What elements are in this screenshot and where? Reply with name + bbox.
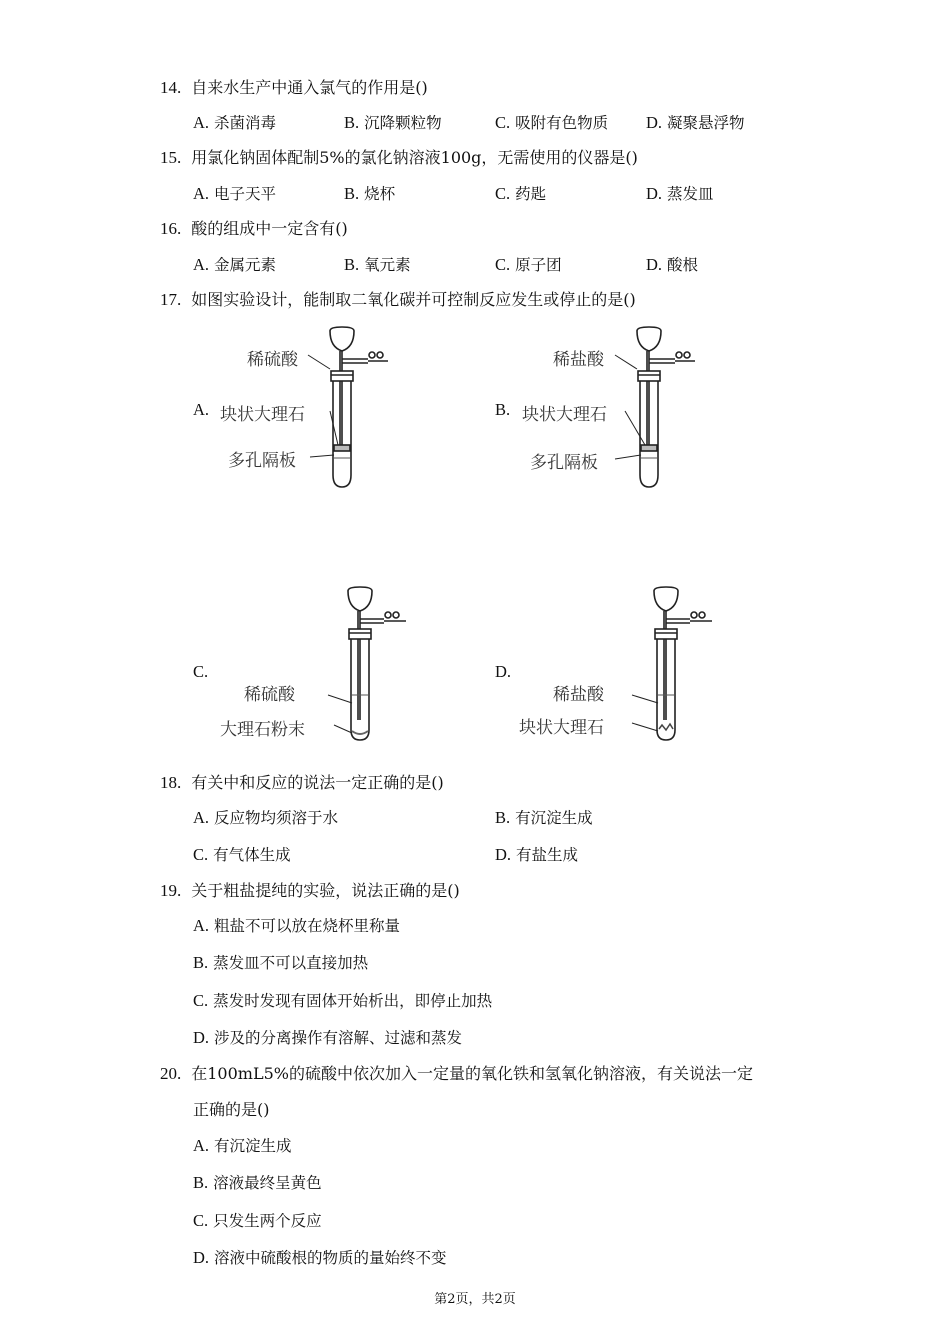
label-porous-plate: 多孔隔板 bbox=[228, 451, 296, 471]
q16-option-c: C. 原子团 bbox=[495, 255, 562, 274]
question-text: 用氯化钠固体配制5%的氯化钠溶液100g，无需使用的仪器是() bbox=[191, 148, 638, 167]
question-16 bbox=[160, 219, 348, 239]
q19-option-d: D. 涉及的分离操作有溶解、过滤和蒸发 bbox=[193, 1028, 463, 1047]
q17-option-d-letter: D. bbox=[495, 662, 512, 681]
q16-option-b: B. 氧元素 bbox=[344, 255, 411, 274]
q15-option-c: C. 药匙 bbox=[495, 184, 547, 203]
label-dilute-acid: 稀硫酸 bbox=[247, 350, 298, 370]
q14-option-b: B. 沉降颗粒物 bbox=[344, 113, 442, 132]
q17-option-c-letter: C. bbox=[193, 662, 209, 681]
question-number: 20. bbox=[160, 1064, 182, 1083]
q18-option-d: D. 有盐生成 bbox=[495, 845, 579, 864]
q20-option-a: A. 有沉淀生成 bbox=[193, 1136, 292, 1155]
question-number: 18. bbox=[160, 773, 182, 792]
question-15 bbox=[160, 148, 638, 168]
question-18 bbox=[160, 773, 444, 793]
q20-option-c: C. 只发生两个反应 bbox=[193, 1211, 322, 1230]
q14-option-c: C. 吸附有色物质 bbox=[495, 113, 609, 132]
q19-option-a: A. 粗盐不可以放在烧杯里称量 bbox=[193, 916, 401, 935]
apparatus-d-diagram bbox=[626, 585, 726, 745]
question-14 bbox=[160, 78, 428, 98]
label-dilute-acid: 稀盐酸 bbox=[553, 685, 604, 705]
question-number: 14. bbox=[160, 78, 182, 97]
question-text: 酸的组成中一定含有() bbox=[191, 219, 348, 238]
question-text: 如图实验设计，能制取二氧化碳并可控制反应发生或停止的是() bbox=[191, 290, 636, 309]
q15-option-d: D. 蒸发皿 bbox=[646, 184, 714, 203]
q14-option-d: D. 凝聚悬浮物 bbox=[646, 113, 745, 132]
q18-option-c: C. 有气体生成 bbox=[193, 845, 291, 864]
q19-option-c: C. 蒸发时发现有固体开始析出，即停止加热 bbox=[193, 991, 493, 1010]
q16-option-a: A. 金属元素 bbox=[193, 255, 277, 274]
question-20 bbox=[160, 1064, 753, 1084]
label-dilute-acid: 稀硫酸 bbox=[244, 685, 295, 705]
q20-option-d: D. 溶液中硫酸根的物质的量始终不变 bbox=[193, 1248, 447, 1267]
q18-option-a: A. 反应物均须溶于水 bbox=[193, 808, 339, 827]
q17-option-a-letter: A. bbox=[193, 400, 210, 419]
question-20-continuation: 正确的是() bbox=[193, 1100, 270, 1119]
q14-option-a: A. 杀菌消毒 bbox=[193, 113, 277, 132]
q18-option-b: B. 有沉淀生成 bbox=[495, 808, 593, 827]
apparatus-b-diagram bbox=[607, 325, 707, 490]
q16-option-d: D. 酸根 bbox=[646, 255, 699, 274]
q20-option-b: B. 溶液最终呈黄色 bbox=[193, 1173, 322, 1192]
label-marble-lumps: 块状大理石 bbox=[220, 405, 305, 425]
label-marble-powder: 大理石粉末 bbox=[220, 720, 305, 740]
page-footer: 第2页，共2页 bbox=[434, 1292, 516, 1307]
question-text: 关于粗盐提纯的实验，说法正确的是() bbox=[191, 881, 460, 900]
label-dilute-acid: 稀盐酸 bbox=[553, 350, 604, 370]
question-number: 16. bbox=[160, 219, 182, 238]
question-text: 有关中和反应的说法一定正确的是() bbox=[191, 773, 444, 792]
question-text: 在100mL5%的硫酸中依次加入一定量的氧化铁和氢氧化钠溶液，有关说法一定 bbox=[191, 1064, 753, 1083]
label-porous-plate: 多孔隔板 bbox=[530, 453, 598, 473]
question-19 bbox=[160, 881, 460, 901]
question-number: 17. bbox=[160, 290, 182, 309]
q19-option-b: B. 蒸发皿不可以直接加热 bbox=[193, 953, 369, 972]
question-number: 15. bbox=[160, 148, 182, 167]
question-number: 19. bbox=[160, 881, 182, 900]
q15-option-b: B. 烧杯 bbox=[344, 184, 396, 203]
question-17 bbox=[160, 290, 636, 310]
q15-option-a: A. 电子天平 bbox=[193, 184, 277, 203]
q17-option-b-letter: B. bbox=[495, 400, 511, 419]
apparatus-c-diagram bbox=[320, 585, 420, 745]
label-marble-lumps: 块状大理石 bbox=[519, 718, 604, 738]
label-marble-lumps: 块状大理石 bbox=[522, 405, 607, 425]
question-text: 自来水生产中通入氯气的作用是() bbox=[191, 78, 428, 97]
apparatus-a-diagram bbox=[300, 325, 400, 490]
